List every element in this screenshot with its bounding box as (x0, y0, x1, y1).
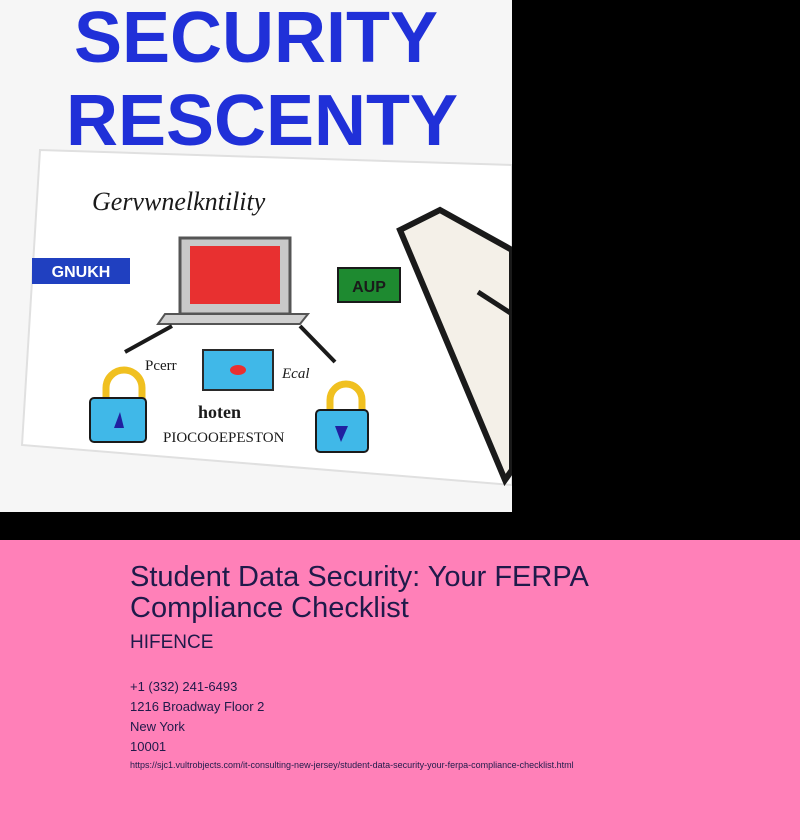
right-badge-label: AUP (352, 279, 386, 296)
laptop-base (158, 314, 308, 324)
monitor-dot (230, 365, 246, 375)
bottom-label: PIOCOOEPESTON (163, 430, 285, 446)
hero-illustration-svg (0, 0, 512, 512)
phone-number: +1 (332) 241-6493 (130, 679, 238, 694)
info-panel (0, 540, 800, 840)
hero-illustration (0, 0, 512, 512)
city: New York (130, 719, 185, 734)
page-url: https://sjc1.vultrobjects.com/it-consulting-new-jersey/student-data-security-your-ferpa-compliance-checklist.html (130, 760, 574, 770)
right-label: Ecal (282, 366, 310, 382)
illustration-headline-1: SECURITY (73, 0, 439, 78)
brand-name: HIFENCE (130, 632, 214, 653)
hero-black-strip (0, 512, 800, 540)
illustration-headline-2: RESCENTY (65, 81, 459, 161)
address-line: 1216 Broadway Floor 2 (130, 699, 265, 714)
page-title: Student Data Security: Your FERPA Compliance Checklist (130, 561, 588, 624)
left-label: Pcerr (145, 358, 177, 374)
left-badge-label: GNUKH (51, 264, 111, 281)
middle-label: hoten (198, 402, 242, 422)
contact-block (130, 677, 264, 757)
zip-code: 10001 (130, 739, 167, 754)
laptop-screen (190, 246, 280, 304)
hero-black-panel (512, 0, 800, 540)
sketch-heading: Gervwnelkntility (92, 187, 266, 216)
